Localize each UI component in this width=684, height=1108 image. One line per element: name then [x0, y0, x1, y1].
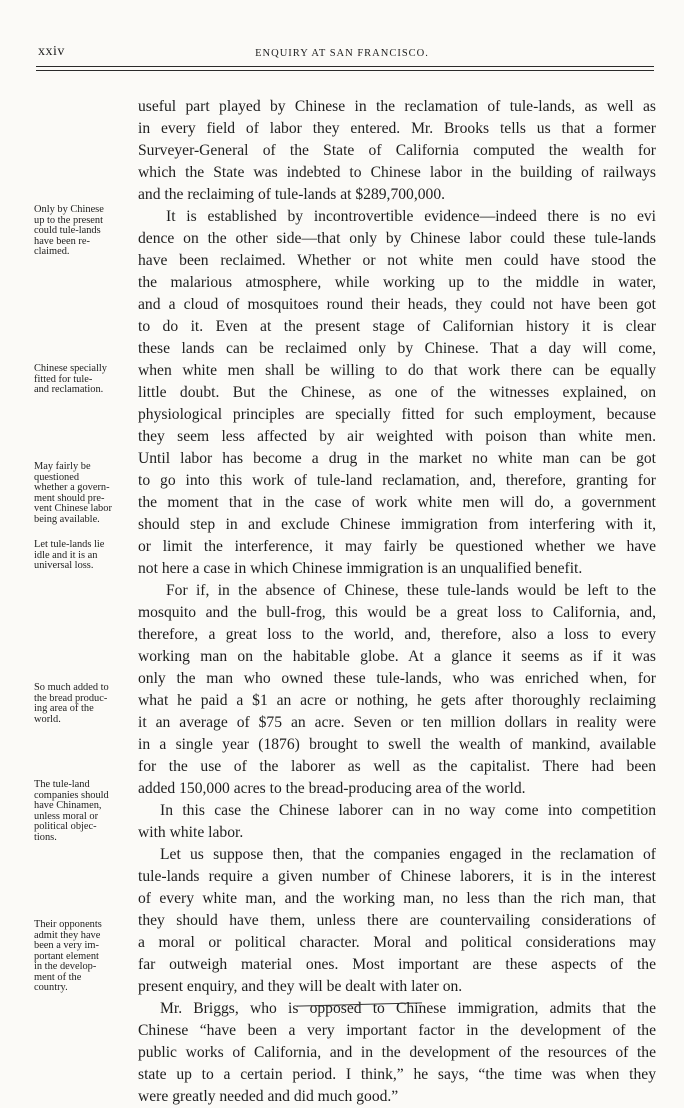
- body-line: to go into this work of tule-land reclamation, and, therefore, granting for: [138, 472, 656, 489]
- margin-note-line: been a very im-: [34, 940, 99, 951]
- header-rule-bottom: [36, 70, 654, 71]
- margin-note-line: companies should: [34, 789, 109, 801]
- margin-note-line: questioned: [34, 471, 80, 483]
- margin-note-line: Chinese specially: [34, 363, 108, 374]
- margin-note: [34, 205, 146, 258]
- margin-note-line: ment should pre-: [34, 492, 105, 504]
- body-line: the moment that in the case of work white men will do, a government: [138, 494, 656, 511]
- body-line: what he paid a $1 an acre or nothing, he gets after thoroughly reclaiming: [138, 692, 656, 709]
- header-rule-top: [36, 66, 654, 67]
- running-title: ENQUIRY AT SAN FRANCISCO.: [255, 48, 429, 59]
- margin-note-line: world.: [34, 713, 61, 725]
- margin-note: [34, 462, 146, 525]
- margin-note-line: ing area of the: [34, 703, 94, 714]
- margin-note-line: unless moral or: [34, 810, 99, 822]
- body-line: dence on the other side—that only by Chinese labor could these tule-lands: [138, 230, 656, 247]
- body-line: working man on the habitable globe. At a glance it seems as if it was: [138, 648, 656, 665]
- margin-note-line: admit they have: [34, 929, 101, 941]
- body-line: physiological principles are specially fitted for such employment, because: [138, 406, 656, 423]
- body-line: or limit the interference, it may fairly be questioned whether we have: [138, 538, 656, 555]
- margin-note-line: portant element: [34, 950, 99, 962]
- body-line: In this case the Chinese laborer can in no way come into competition: [160, 802, 656, 819]
- margin-note-line: and reclamation.: [34, 384, 104, 395]
- margin-note-line: Their opponents: [34, 919, 102, 930]
- body-line: it an average of $75 an acre. Seven or ten million dollars in reality were: [138, 714, 656, 731]
- body-line: public works of California, and in the development of the resources of the: [138, 1044, 656, 1061]
- body-line: these lands can be reclaimed only by Chinese. That a day will come,: [138, 340, 656, 357]
- margin-note-line: universal loss.: [34, 560, 94, 571]
- body-line: in every field of labor they entered. Mr. Brooks tells us that a former: [138, 120, 656, 137]
- page-header: [0, 0, 684, 70]
- margin-note-line: So much added to: [34, 682, 109, 693]
- margin-note-line: May fairly be: [34, 461, 91, 472]
- margin-note-line: being available.: [34, 513, 100, 525]
- margin-note-line: The tule-land: [34, 779, 90, 790]
- body-line: therefore, a great loss to the world, and, therefore, also a loss to every: [138, 626, 656, 643]
- body-line: Let us suppose then, that the companies engaged in the reclamation of: [160, 846, 656, 863]
- margin-note-line: ment of the: [34, 971, 82, 983]
- body-line: little doubt. But the Chinese, as one of the witnesses explained, on: [138, 384, 656, 401]
- margin-note-line: claimed.: [34, 246, 70, 257]
- body-line: and the reclaiming of tule-lands at $289,700,000.: [138, 186, 446, 203]
- body-line: which the State was indebted to Chinese labor in the building of railways: [138, 164, 656, 181]
- margin-note-line: Only by Chinese: [34, 204, 104, 215]
- margin-note-line: have been re-: [34, 235, 90, 247]
- page-number: xxiv: [38, 44, 65, 59]
- body-line: when white men shall be willing to do that work there can be equally: [138, 362, 656, 379]
- margin-note-line: Let tule-lands lie: [34, 539, 105, 550]
- body-line: useful part played by Chinese in the reclamation of tule-lands, as well as: [138, 98, 656, 115]
- body-line: present enquiry, and they will be dealt with later on.: [138, 978, 463, 995]
- margin-note-line: up to the present: [34, 214, 103, 226]
- body-line: Until labor has become a drug in the market no white man can be got: [138, 450, 656, 467]
- margin-note-line: idle and it is an: [34, 549, 98, 561]
- body-line: state up to a certain period. I think,” he says, “the time was when they: [138, 1066, 656, 1083]
- body-line: they seem less affected by air weighted with poison than white men.: [138, 428, 656, 445]
- margin-note-line: tions.: [34, 831, 57, 843]
- margin-note-line: the bread produc-: [34, 692, 108, 704]
- body-line: were greatly needed and did much good.”: [138, 1088, 399, 1105]
- body-line: Mr. Briggs, who is opposed to Chinese immigration, admits that the: [160, 1000, 656, 1017]
- body-line: and a cloud of mosquitoes round their heads, they could not have been got: [138, 296, 656, 313]
- body-line: should step in and exclude Chinese immigration from interfering with it,: [138, 516, 656, 533]
- margin-note: [34, 780, 146, 843]
- body-line: Surveyer-General of the State of California computed the wealth for: [138, 142, 656, 159]
- body-line: For if, in the absence of Chinese, these tule-lands would be left to the: [166, 582, 656, 599]
- body-line: for the use of the laborer as well as the capitalist. There had been: [138, 758, 656, 775]
- body-line: Chinese “have been a very important factor in the development of the: [138, 1022, 656, 1039]
- margin-note-line: whether a govern-: [34, 482, 110, 493]
- body-line: mosquito and the bull-frog, this would be a great loss to California, and,: [138, 604, 656, 621]
- body-line: to do it. Even at the present stage of Californian history it is clear: [138, 318, 656, 335]
- body-line: the malarious atmosphere, while working up to the middle in water,: [138, 274, 656, 291]
- body-line: a moral or political character. Moral and political considerations may: [138, 934, 656, 951]
- body-line: not here a case in which Chinese immigration is an unqualified benefit.: [138, 560, 583, 577]
- margin-note-line: could tule-lands: [34, 225, 101, 236]
- margin-note-line: in the develop-: [34, 961, 97, 972]
- margin-note: [34, 364, 146, 396]
- body-line: in a single year (1876) brought to swell the wealth of mankind, available: [138, 736, 656, 753]
- margin-note: [34, 540, 146, 572]
- margin-note-line: vent Chinese labor: [34, 503, 112, 514]
- body-line: added 150,000 acres to the bread-producing area of the world.: [138, 780, 526, 797]
- body-line: with white labor.: [138, 824, 244, 841]
- body-line: far outweigh material ones. Most important are these aspects of the: [138, 956, 656, 973]
- margin-note-line: fitted for tule-: [34, 373, 93, 385]
- body-line: It is established by incontrovertible evidence—indeed there is no evi: [166, 208, 656, 225]
- body-line: they should have them, unless there are countervailing considerations of: [138, 912, 656, 929]
- body-line: have been reclaimed. Whether or not white men could have stood the: [138, 252, 656, 269]
- margin-note-line: have Chinamen,: [34, 800, 102, 811]
- body-line: of every white man, and the working man, no less than the rich man, that: [138, 890, 656, 907]
- margin-note-line: political objec-: [34, 821, 97, 832]
- margin-note-line: country.: [34, 982, 68, 993]
- margin-note: [34, 683, 146, 725]
- body-line: only the man who owned these tule-lands, who was enriched when, for: [138, 670, 656, 687]
- margin-note: [34, 920, 146, 994]
- body-line: tule-lands require a given number of Chinese laborers, it is in the interest: [138, 868, 656, 885]
